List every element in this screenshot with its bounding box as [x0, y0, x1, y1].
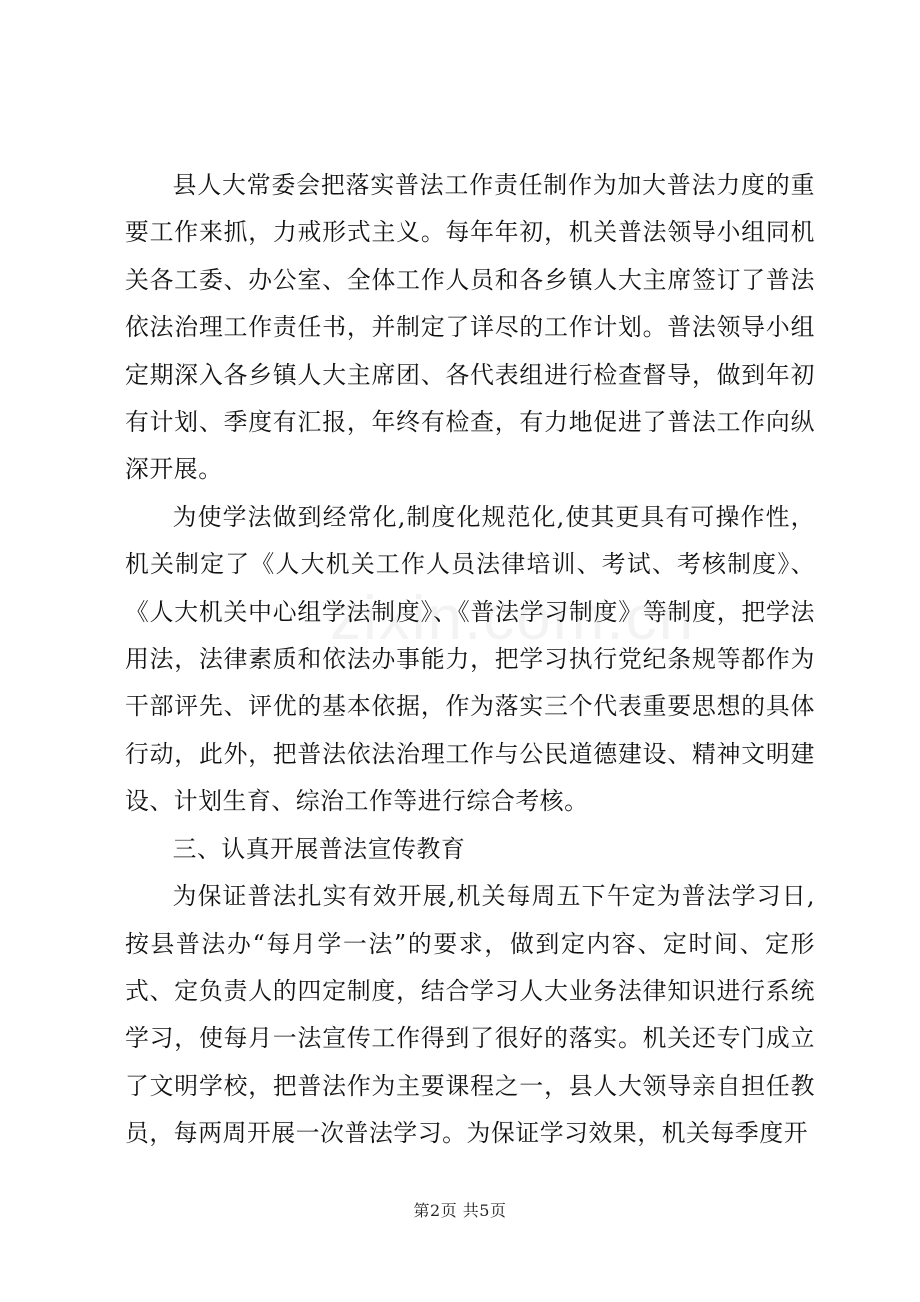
paragraph-education: 为保证普法扎实有效开展,机关每周五下午定为普法学习日,按县普法办“每月学一法”的要求，做到定内容、定时间、定形式、定负责人的四定制度，结合学习人大业务法律知识进行系统学习，使每月一法宣传工作得到了很好的落实。机关还专门成立了文明学校，把普法作为主要课程之一，县人大领导亲自担任教员，每两周开展一次普法学习。为保证学习效果，机关每季度开	[125, 882, 815, 1148]
paragraph-responsibility: 县人大常委会把落实普法工作责任制作为加大普法力度的重要工作来抓，力戒形式主义。每年年初，机关普法领导小组同机关各工委、办公室、全体工作人员和各乡镇人大主席签订了普法依法治理工作责任书，并制定了详尽的工作计划。普法领导小组定期深入各乡镇人大主席团、各代表组进行检查督导，做到年初有计划、季度有汇报，年终有检查，有力地促进了普法工作向纵深开展。	[125, 171, 815, 484]
document-body	[125, 162, 815, 1158]
section-heading: 三、认真开展普法宣传教育	[172, 834, 466, 863]
page-footer: 第2页 共5页	[413, 1201, 507, 1220]
paragraph-regulations: 为使学法做到经常化,制度化规范化,使其更具有可操作性，机关制定了《人大机关工作人员法律培训、考试、考核制度》、《人大机关中心组学法制度》、《普法学习制度》等制度，把学法用法，法律素质和依法办事能力，把学习执行党纪条规等都作为干部评先、评优的基本依据，作为落实三个代表重要思想的具体行动，此外，把普法依法治理工作与公民道德建设、精神文明建设、计划生育、综治工作等进行综合考核。	[125, 502, 815, 816]
